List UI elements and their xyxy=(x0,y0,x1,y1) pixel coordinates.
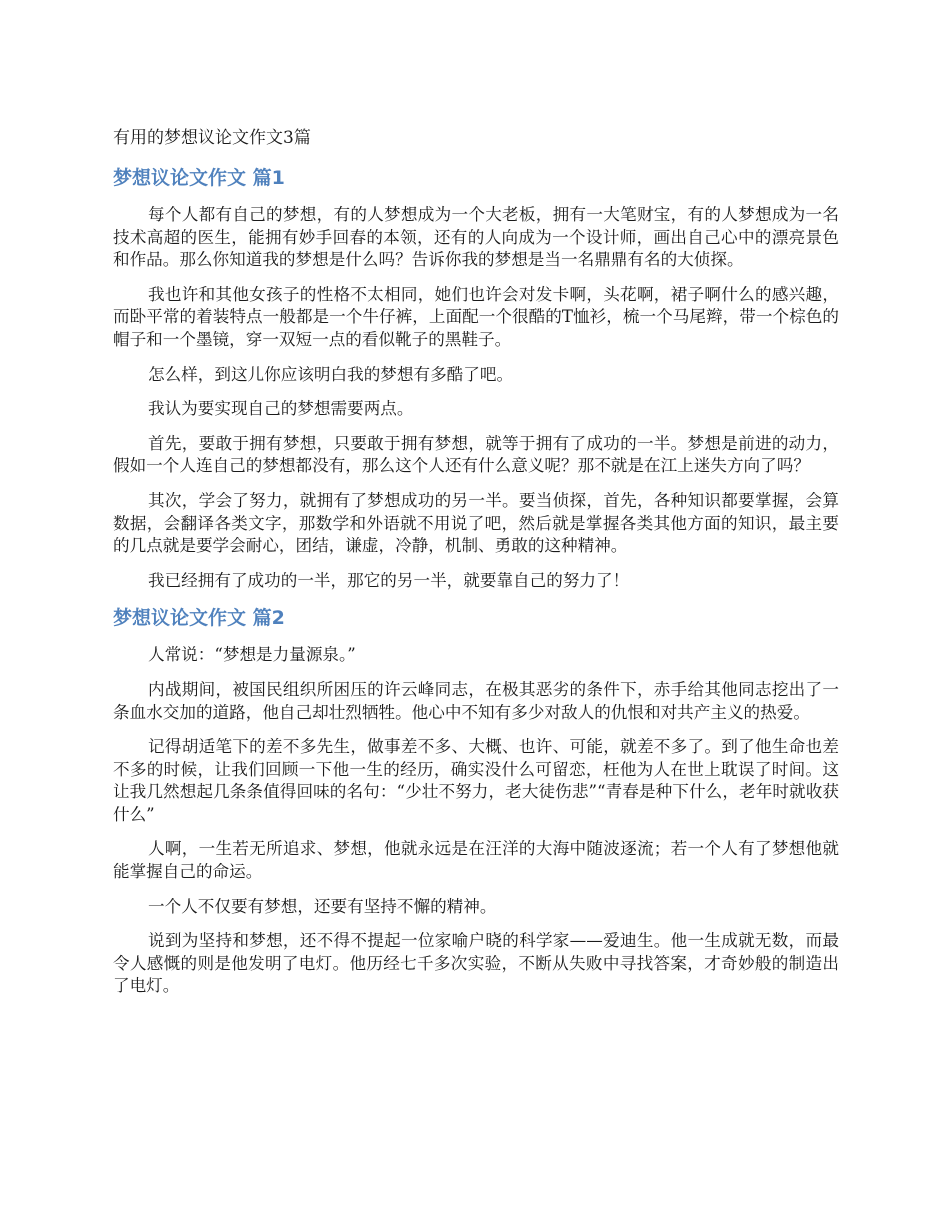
paragraph: 首先，要敢于拥有梦想，只要敢于拥有梦想，就等于拥有了成功的一半。梦想是前进的动力，假如一个人连自己的梦想都没有，那么这个人还有什么意义呢？那不就是在江上迷失方向了吗？ xyxy=(113,433,839,476)
paragraph: 我已经拥有了成功的一半，那它的另一半，就要靠自己的努力了！ xyxy=(148,570,630,590)
section-heading: 梦想议论文作文 篇1 xyxy=(113,167,285,189)
paragraph: 一个人不仅要有梦想，还要有坚持不懈的精神。 xyxy=(148,896,497,916)
paragraph: 我也许和其他女孩子的性格不太相同，她们也许会对发卡啊，头花啊，裙子啊什么的感兴趣，而卧平常的着装特点一般都是一个牛仔裤，上面配一个很酷的T恤衫，梳一个马尾辫，带一个棕色的帽子和一个墨镜，穿一双短一点的看似靴子的黑鞋子。 xyxy=(113,284,839,349)
paragraph: 我认为要实现自己的梦想需要两点。 xyxy=(148,399,414,419)
paragraph: 每个人都有自己的梦想，有的人梦想成为一个大老板，拥有一大笔财宝，有的人梦想成为一名技术高超的医生，能拥有妙手回春的本领，还有的人向成为一个设计师，画出自己心中的漂亮景色和作品。那么你知道我的梦想是什么吗？告诉你我的梦想是当一名鼎鼎有名的大侦探。 xyxy=(113,205,839,270)
section-2 xyxy=(113,604,839,998)
paragraph: 其次，学会了努力，就拥有了梦想成功的另一半。要当侦探，首先，各种知识都要掌握，会算数据，会翻译各类文字，那数学和外语就不用说了吧，然后就是掌握各类其他方面的知识，最主要的几点就是要学会耐心，团结，谦虚，冷静，机制、勇敢的这种精神。 xyxy=(113,490,839,556)
paragraph: 怎么样，到这儿你应该明白我的梦想有多酷了吧。 xyxy=(148,364,514,384)
paragraph: 内战期间，被国民组织所困压的许云峰同志，在极其恶劣的条件下，赤手给其他同志挖出了一条血水交加的道路，他自己却壮烈牺牲。他心中不知有多少对敌人的仇恨和对共产主义的热爱。 xyxy=(113,679,839,722)
paragraph: 人啊，一生若无所追求、梦想，他就永远是在汪洋的大海中随波逐流；若一个人有了梦想他就能掌握自己的命运。 xyxy=(113,839,839,882)
paragraph: 记得胡适笔下的差不多先生，做事差不多、大概、也许、可能，就差不多了。到了他生命也差不多的时候，让我们回顾一下他一生的经历，确实没什么可留恋，枉他为人在世上耽误了时间。这让我几然想起几条条值得回味的名句：“少壮不努力，老大徒伤悲”“青春是种下什么，老年时就收获什么” xyxy=(113,737,839,824)
document-page xyxy=(113,126,839,1010)
section-1 xyxy=(113,164,839,592)
document-title: 有用的梦想议论文作文3篇 xyxy=(113,128,311,148)
section-heading: 梦想议论文作文 篇2 xyxy=(113,607,285,630)
paragraph: 人常说：“梦想是力量源泉。” xyxy=(148,645,356,665)
paragraph: 说到为坚持和梦想，还不得不提起一位家喻户晓的科学家——爱迪生。他一生成就无数，而最令人感慨的则是他发明了电灯。他历经七千多次实验，不断从失败中寻找答案，才奇妙般的制造出了电灯。 xyxy=(113,931,839,996)
